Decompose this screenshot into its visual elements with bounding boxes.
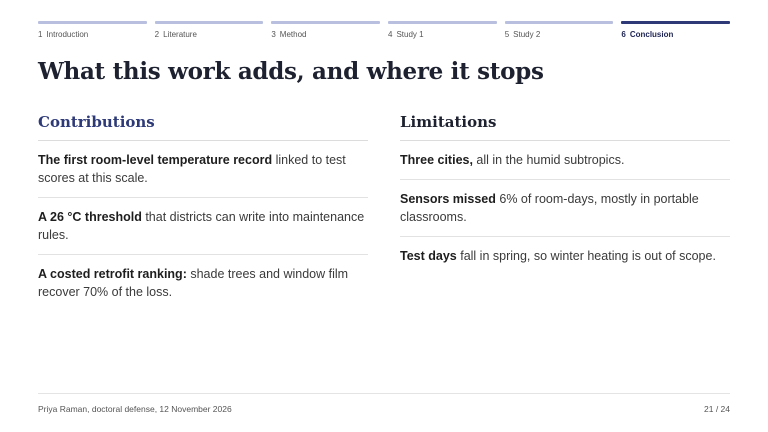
footer-divider [38,393,730,394]
list-item: A 26 °C threshold that districts can write into maintenance rules. [38,198,368,255]
slide-title: What this work adds, and where it stops [38,58,544,85]
limitations-column [400,113,730,275]
contributions-column [38,113,368,311]
list-item: Sensors missed 6% of room-days, mostly in portable classrooms. [400,180,730,237]
list-item: The first room-level temperature record linked to test scores at this scale. [38,141,368,198]
limitations-heading: Limitations [400,113,730,141]
progress-step-literature [155,21,264,39]
progress-step-label: 4 Study 1 [388,30,424,39]
progress-bar [38,21,147,24]
page-number: 21 / 24 [704,404,730,414]
list-item: Test days fall in spring, so winter heating is out of scope. [400,249,716,263]
progress-step-label: 5 Study 2 [504,30,541,39]
progress-bar [155,21,264,24]
progress-step-label: 3 Method [271,30,307,39]
progress-bar [505,21,614,24]
progress-step-label: 1 Introduction [38,30,89,39]
progress-step-label: 6 Conclusion [621,30,674,39]
progress-step-study-1 [388,21,497,39]
list-item: Three cities, all in the humid subtropics. [400,141,730,180]
slide-footer [38,404,730,414]
progress-bar-active [621,21,730,24]
limitations-list [400,141,730,275]
progress-step-conclusion [621,21,730,39]
progress-step-study-2 [505,21,614,39]
contributions-list [38,141,368,311]
progress-step-label: 2 Literature [154,30,197,39]
progress-bar [271,21,380,24]
progress-bar [388,21,497,24]
progress-step-introduction [38,21,147,39]
list-item: A costed retrofit ranking: shade trees and window film recover 70% of the loss. [38,267,349,299]
presenter-caption: Priya Raman, doctoral defense, 12 November 2026 [38,404,232,414]
progress-step-method [271,21,380,39]
progress-nav [38,21,730,39]
contributions-heading: Contributions [38,113,368,141]
